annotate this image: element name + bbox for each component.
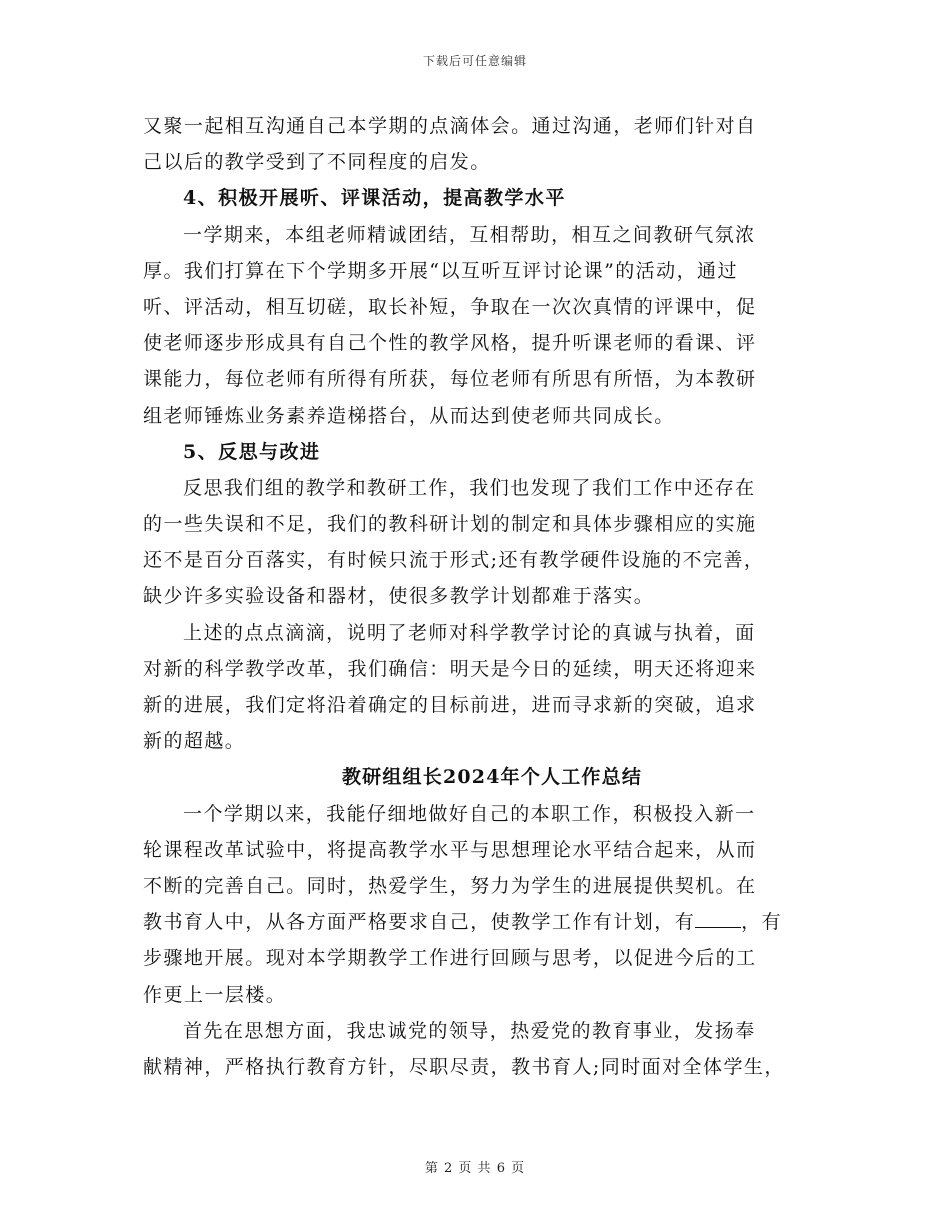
paragraph-line: 又聚一起相互沟通自己本学期的点滴体会。通过沟通，老师们针对自 — [143, 115, 757, 137]
paragraph-line: 一学期来，本组老师精诚团结，互相帮助，相互之间教研气氛浓 — [183, 223, 756, 246]
paragraph-line: 课能力，每位老师有所得有所获，每位老师有所思有所悟，为本教研 — [143, 368, 757, 391]
paragraph-line — [143, 904, 811, 940]
paragraph-line: 使老师逐步形成具有自己个性的教学风格，提升听课老师的看课、评 — [143, 332, 757, 355]
paragraph-line: 上述的点点滴滴，说明了老师对科学教学讨论的真诚与执着，面 — [183, 621, 756, 644]
paragraph-line: 不断的完善自己。同时，热爱学生，努力为学生的进展提供契机。在 — [143, 874, 757, 897]
paragraph-line: 厚。我们打算在下个学期多开展“以互听互评讨论课”的活动，通过 — [143, 259, 738, 282]
paragraph-line: 的一些失误和不足，我们的教科研计划的制定和具体步骤相应的实施 — [143, 513, 757, 536]
paragraph-line: 新的超越。 — [143, 730, 246, 753]
paragraph-line: 首先在思想方面，我忠诚党的领导，热爱党的教育事业，发扬奉 — [183, 1019, 756, 1042]
paragraph-line: 作更上一层楼。 — [143, 983, 287, 1006]
fill-in-blank — [695, 909, 741, 928]
page-footer: 第 2 页 共 6 页 — [424, 1161, 526, 1176]
paragraph-line: 轮课程改革试验中，将提高教学水平与思想理论水平结合起来，从而 — [143, 838, 757, 861]
paragraph-line: 组老师锤炼业务素养造梯搭台，从而达到使老师共同成长。 — [143, 404, 675, 427]
text-after-blank: ，有 — [741, 911, 783, 934]
paragraph-line: 一个学期以来，我能仔细地做好自己的本职工作，积极投入新一 — [183, 802, 756, 825]
paragraph-line: 步骤地开展。现对本学期教学工作进行回顾与思考，以促进今后的工 — [143, 947, 757, 970]
paragraph-line: 献精神，严格执行教育方针，尽职尽责，教书育人;同时面对全体学生， — [143, 1055, 785, 1078]
paragraph-line: 听、评活动，相互切磋，取长补短，争取在一次次真情的评课中，促 — [143, 295, 757, 318]
paragraph-line: 己以后的教学受到了不同程度的启发。 — [143, 151, 491, 174]
section-heading: 5、反思与改进 — [183, 440, 321, 463]
page-header: 下载后可任意编辑 — [422, 54, 527, 68]
paragraph-line: 新的进展，我们定将沿着确定的目标前进，进而寻求新的突破，追求 — [143, 694, 757, 716]
paragraph-line: 还不是百分百落实，有时候只流于形式;还有教学硬件设施的不完善， — [143, 549, 765, 572]
document-body — [143, 108, 811, 1085]
paragraph-line: 对新的科学教学改革，我们确信：明天是今日的延续，明天还将迎来 — [143, 657, 757, 680]
paragraph-line: 缺少许多实验设备和器材，使很多教学计划都难于落实。 — [143, 585, 655, 608]
text-before-blank: 教书育人中，从各方面严格要求自己，使教学工作有计划，有 — [143, 911, 696, 934]
paragraph-line: 反思我们组的教学和教研工作，我们也发现了我们工作中还存在 — [183, 476, 756, 499]
section-heading: 4、积极开展听、评课活动，提高教学水平 — [183, 187, 566, 210]
document-title: 教研组组长2024年个人工作总结 — [341, 766, 643, 789]
